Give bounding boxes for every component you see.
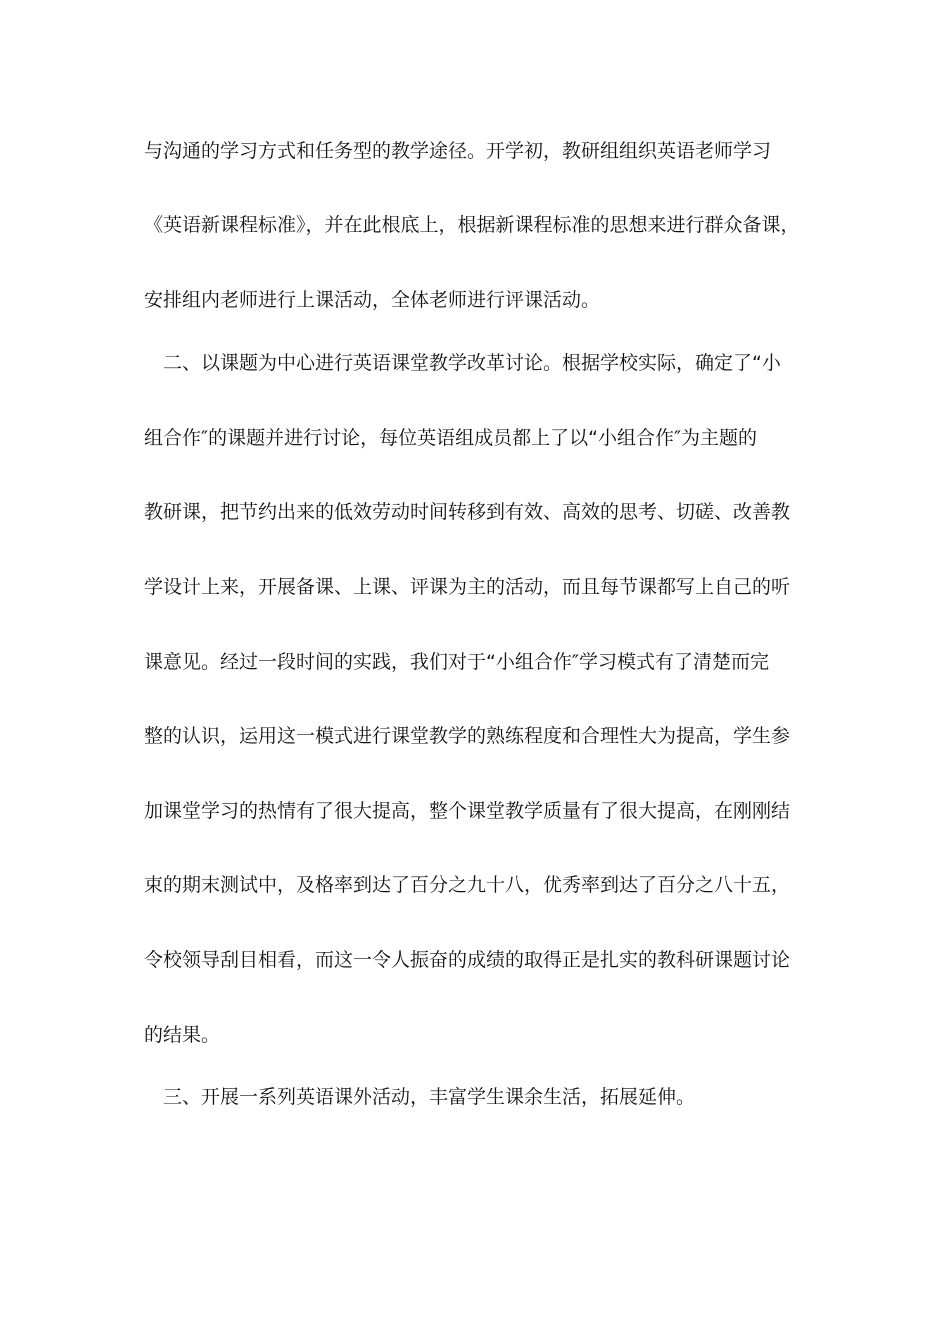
paragraph-line: 学设计上来，开展备课、上课、评课为主的活动，而且每节课都写上自己的听	[144, 576, 791, 598]
section-heading-line: 二、以课题为中心进行英语课堂教学改革讨论。根据学校实际，确定了“小	[163, 352, 781, 374]
paragraph-line: 加课堂学习的热情有了很大提高，整个课堂教学质量有了很大提高，在刚刚结	[144, 800, 791, 822]
paragraph-line: 《英语新课程标准》，并在此根底上，根据新课程标准的思想来进行群众备课，	[144, 214, 800, 236]
paragraph-line: 安排组内老师进行上课活动，全体老师进行评课活动。	[144, 289, 601, 311]
paragraph-line: 课意见。经过一段时间的实践，我们对于“小组合作″学习模式有了清楚而完	[144, 651, 769, 673]
section-heading-line: 三、开展一系列英语课外活动，丰富学生课余生活，拓展延伸。	[163, 1086, 696, 1108]
paragraph-line: 令校领导刮目相看，而这一令人振奋的成绩的取得正是扎实的教科研课题讨论	[144, 949, 791, 971]
paragraph-line: 与沟通的学习方式和任务型的教学途径。开学初，教研组组织英语老师学习	[144, 140, 772, 162]
paragraph-line: 组合作″的课题并进行讨论，每位英语组成员都上了以“小组合作″为主题的	[144, 427, 758, 449]
paragraph-line: 教研课，把节约出来的低效劳动时间转移到有效、高效的思考、切磋、改善教	[144, 501, 791, 523]
paragraph-line: 束的期末测试中，及格率到达了百分之九十八，优秀率到达了百分之八十五，	[144, 874, 791, 896]
paragraph-line: 整的认识，运用这一模式进行课堂教学的熟练程度和合理性大为提高，学生参	[144, 725, 791, 747]
paragraph-line: 的结果。	[144, 1024, 221, 1046]
